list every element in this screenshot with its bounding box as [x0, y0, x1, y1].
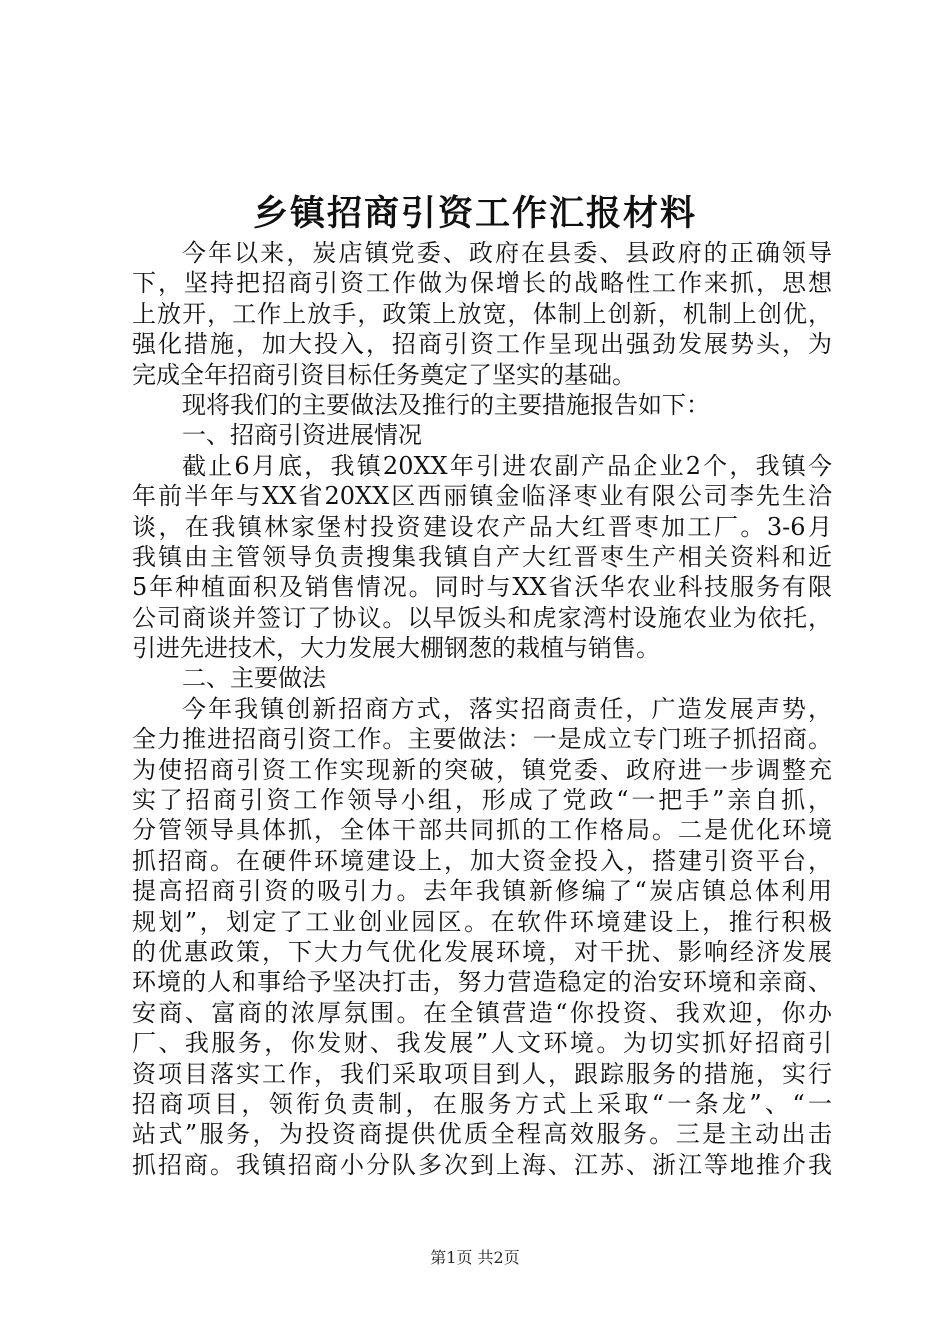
- text-line: 厂、我服务，你发财、我发展”人文环境。为切实抓好招商引: [132, 1029, 832, 1058]
- section-heading: 二、主要做法: [182, 664, 326, 693]
- text-line: 截止6月底，我镇20XX年引进农副产品企业2个，我镇今: [182, 451, 832, 480]
- text-line: 抓招商。在硬件环境建设上，加大资金投入，搭建引资平台，: [132, 846, 832, 875]
- text-line: 完成全年招商引资目标任务奠定了坚实的基础。: [132, 360, 636, 389]
- text-line: 资项目落实工作，我们采取项目到人，跟踪服务的措施，实行: [132, 1059, 832, 1088]
- document-title: 乡镇招商引资工作汇报材料: [252, 194, 697, 234]
- text-line: 公司商谈并签订了协议。以早饭头和虎家湾村设施农业为依托，: [132, 603, 832, 632]
- text-line: 为使招商引资工作实现新的突破，镇党委、政府进一步调整充: [132, 755, 832, 784]
- text-line: 环境的人和事给予坚决打击，努力营造稳定的治安环境和亲商、: [132, 968, 832, 997]
- text-line: 的优惠政策，下大力气优化发展环境，对干扰、影响经济发展: [132, 937, 832, 966]
- text-line: 谈，在我镇林家堡村投资建设农产品大红晋枣加工厂。3-6月: [132, 512, 832, 541]
- text-line: 实了招商引资工作领导小组，形成了党政“一把手”亲自抓，: [132, 786, 832, 815]
- document-body: [132, 238, 832, 1180]
- text-line: 今年以来，炭店镇党委、政府在县委、县政府的正确领导: [182, 239, 832, 267]
- text-line: 我镇由主管领导负责搜集我镇自产大红晋枣生产相关资料和近: [132, 542, 832, 571]
- text-line: 今年我镇创新招商方式，落实招商责任，广造发展声势，: [182, 694, 832, 723]
- text-line: 5年种植面积及销售情况。同时与XX省沃华农业科技服务有限: [132, 573, 832, 602]
- text-line: 引进先进技术，大力发展大棚钢葱的栽植与销售。: [132, 634, 660, 663]
- text-line: 站式”服务，为投资商提供优质全程高效服务。三是主动出击: [132, 1120, 832, 1149]
- text-line: 下，坚持把招商引资工作做为保增长的战略性工作来抓，思想: [132, 269, 832, 298]
- text-line: 强化措施，加大投入，招商引资工作呈现出强劲发展势头，为: [132, 330, 832, 359]
- section-heading: 一、招商引资进展情况: [182, 421, 422, 450]
- text-line: 上放开，工作上放手，政策上放宽，体制上创新，机制上创优，: [132, 299, 832, 328]
- page-number: 第1页 共2页: [430, 1248, 520, 1267]
- text-line: 现将我们的主要做法及推行的主要措施报告如下：: [182, 390, 710, 419]
- text-line: 招商项目，领衔负责制，在服务方式上采取“一条龙”、“一: [132, 1089, 832, 1118]
- text-line: 安商、富商的浓厚氛围。在全镇营造“你投资、我欢迎，你办: [132, 998, 832, 1027]
- text-line: 年前半年与XX省20XX区西丽镇金临泽枣业有限公司李先生洽: [132, 482, 832, 511]
- text-line: 规划”，划定了工业创业园区。在软件环境建设上，推行积极: [132, 907, 832, 936]
- text-line: 抓招商。我镇招商小分队多次到上海、江苏、浙江等地推介我: [132, 1150, 832, 1179]
- text-line: 提高招商引资的吸引力。去年我镇新修编了“炭店镇总体利用: [132, 877, 832, 906]
- text-line: 全力推进招商引资工作。主要做法：一是成立专门班子抓招商。: [132, 725, 832, 754]
- text-line: 分管领导具体抓，全体干部共同抓的工作格局。二是优化环境: [132, 816, 832, 845]
